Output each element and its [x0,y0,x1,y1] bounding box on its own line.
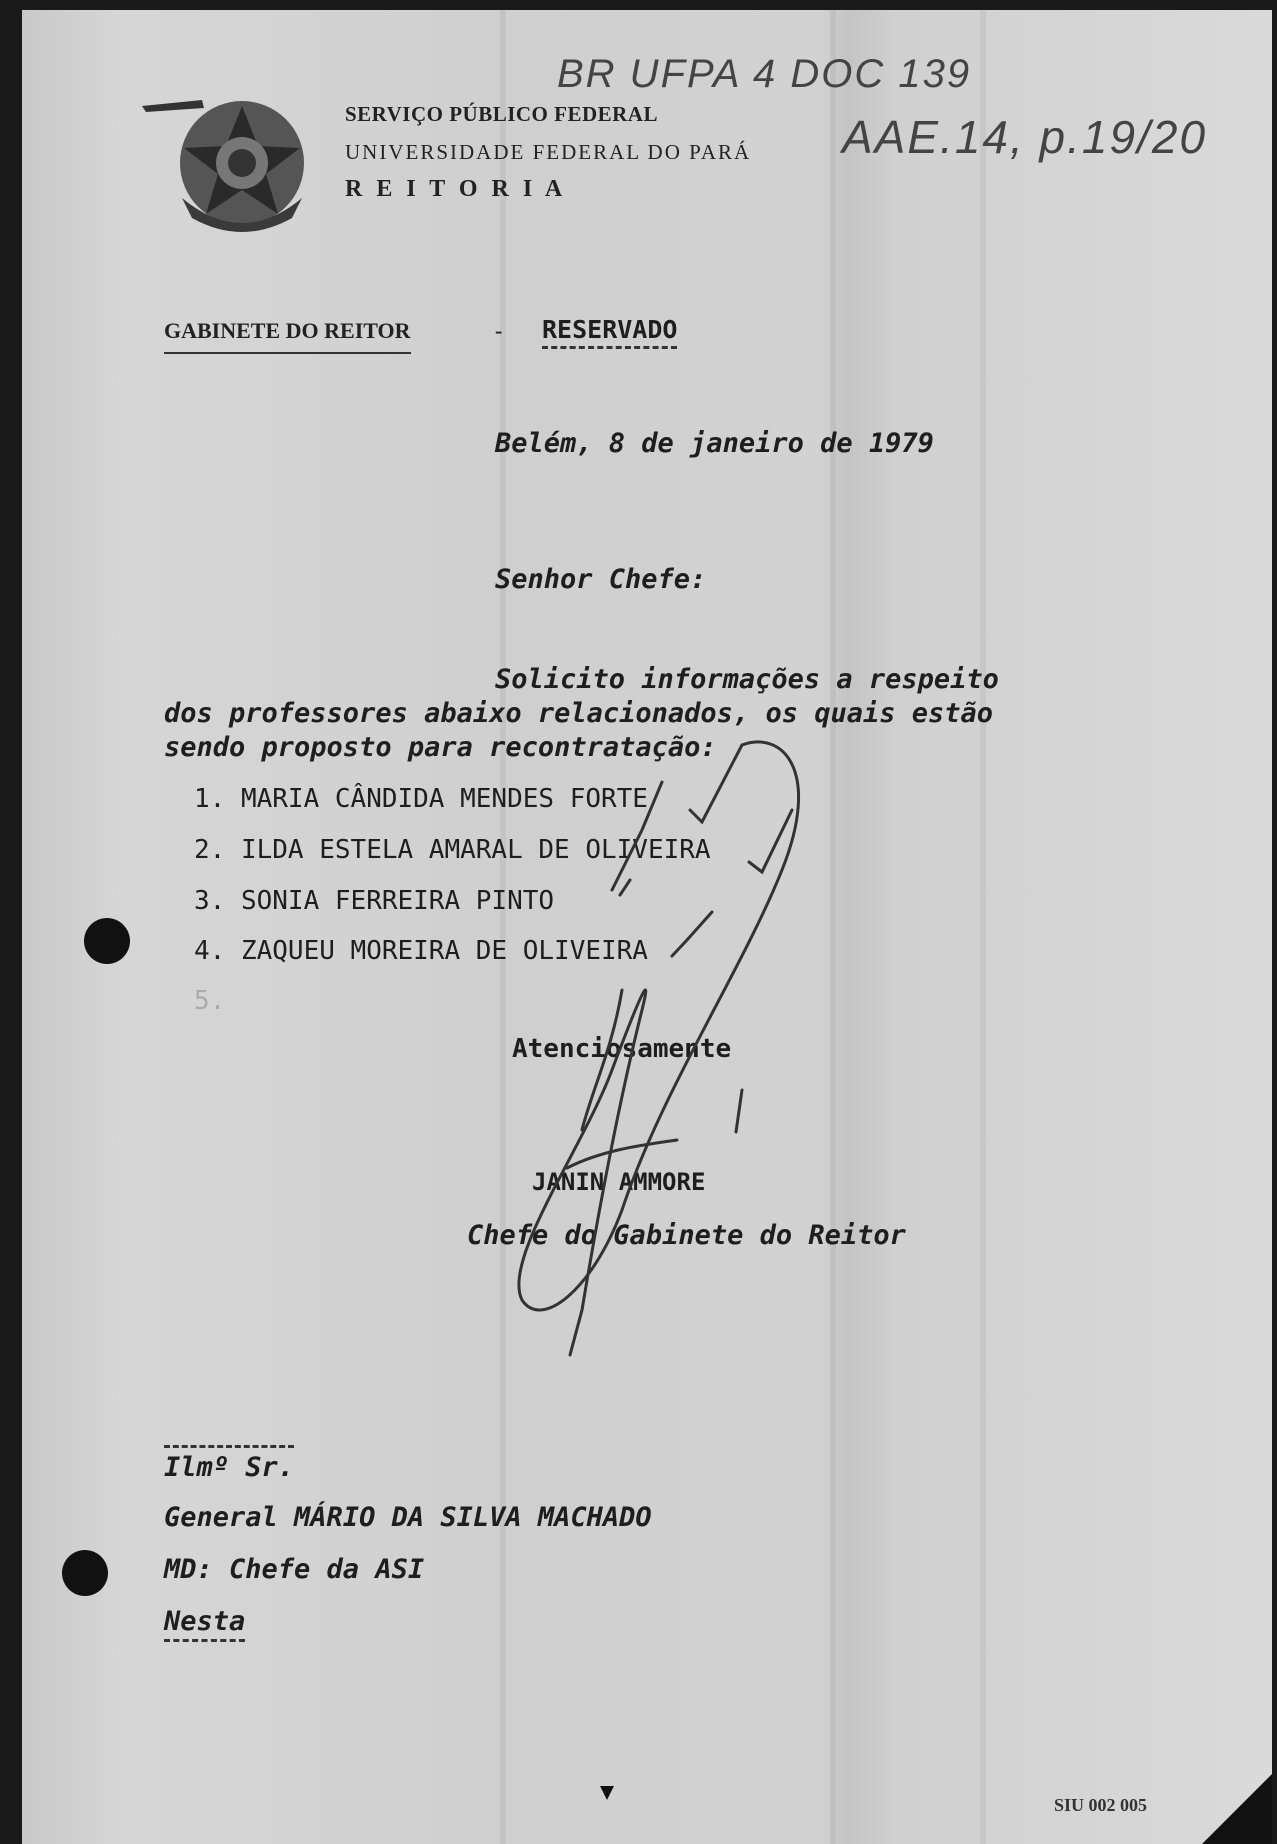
list-item-number: 2. [194,835,226,865]
signatory-title: Chefe do Gabinete do Reitor [467,1220,906,1251]
list-item-name: ILDA ESTELA AMARAL DE OLIVEIRA [240,835,711,865]
body-line-1: Solicito informações a respeito [495,664,999,695]
footer-code: SIU 002 005 [1054,1795,1148,1815]
salutation: Senhor Chefe: [495,564,707,595]
checkmark-icon [612,782,662,890]
signatory-name: JANIN AMMORE [532,1168,706,1196]
handwritten-signature-and-checkmarks [22,10,1272,1844]
list-item-name: ZAQUEU MOREIRA DE OLIVEIRA [240,936,648,966]
checkmark-icon [672,912,712,956]
mark-icon [600,1786,614,1800]
list-item-number: 1. [194,784,226,814]
recipient-honorific: Ilmº Sr. [164,1452,294,1483]
body-line-2: dos professores abaixo relacionados, os quais estão [164,698,994,729]
letterhead-line-3: R E I T O R I A [345,176,567,202]
letterhead-line-2: UNIVERSIDADE FEDERAL DO PARÁ [345,140,752,164]
recipient-location: Nesta [164,1606,245,1637]
closing: Atenciosamente [512,1034,732,1064]
list-item-number: 5. [194,986,226,1016]
checkmark-icon [690,745,742,822]
list-item-name: SONIA FERREIRA PINTO [240,886,555,916]
letterhead-line-1: SERVIÇO PÚBLICO FEDERAL [345,102,658,126]
office-separator: - [495,318,503,343]
document-page [22,10,1272,1844]
checkmark-icon [620,880,630,895]
list-item-number: 3. [194,886,226,916]
list-item-name: MARIA CÂNDIDA MENDES FORTE [240,784,648,814]
classification-stamp: RESERVADO [542,315,677,349]
recipient-role: MD: Chefe da ASI [164,1554,425,1585]
page-corner [1202,1774,1272,1844]
signature-stroke [567,1140,677,1168]
office-label: GABINETE DO REITOR [164,318,411,354]
signature-stroke [736,1090,742,1132]
list-item-number: 4. [194,936,226,966]
signature-stroke [519,742,799,1355]
recipient-name: General MÁRIO DA SILVA MACHADO [164,1502,652,1533]
handwritten-reference-line-1: BR UFPA 4 DOC 139 [557,52,972,96]
body-line-3: sendo proposto para recontratação: [164,732,717,763]
handwritten-reference-line-2: AAE.14, p.19/20 [842,111,1208,163]
date-line: Belém, 8 de janeiro de 1979 [495,428,934,459]
